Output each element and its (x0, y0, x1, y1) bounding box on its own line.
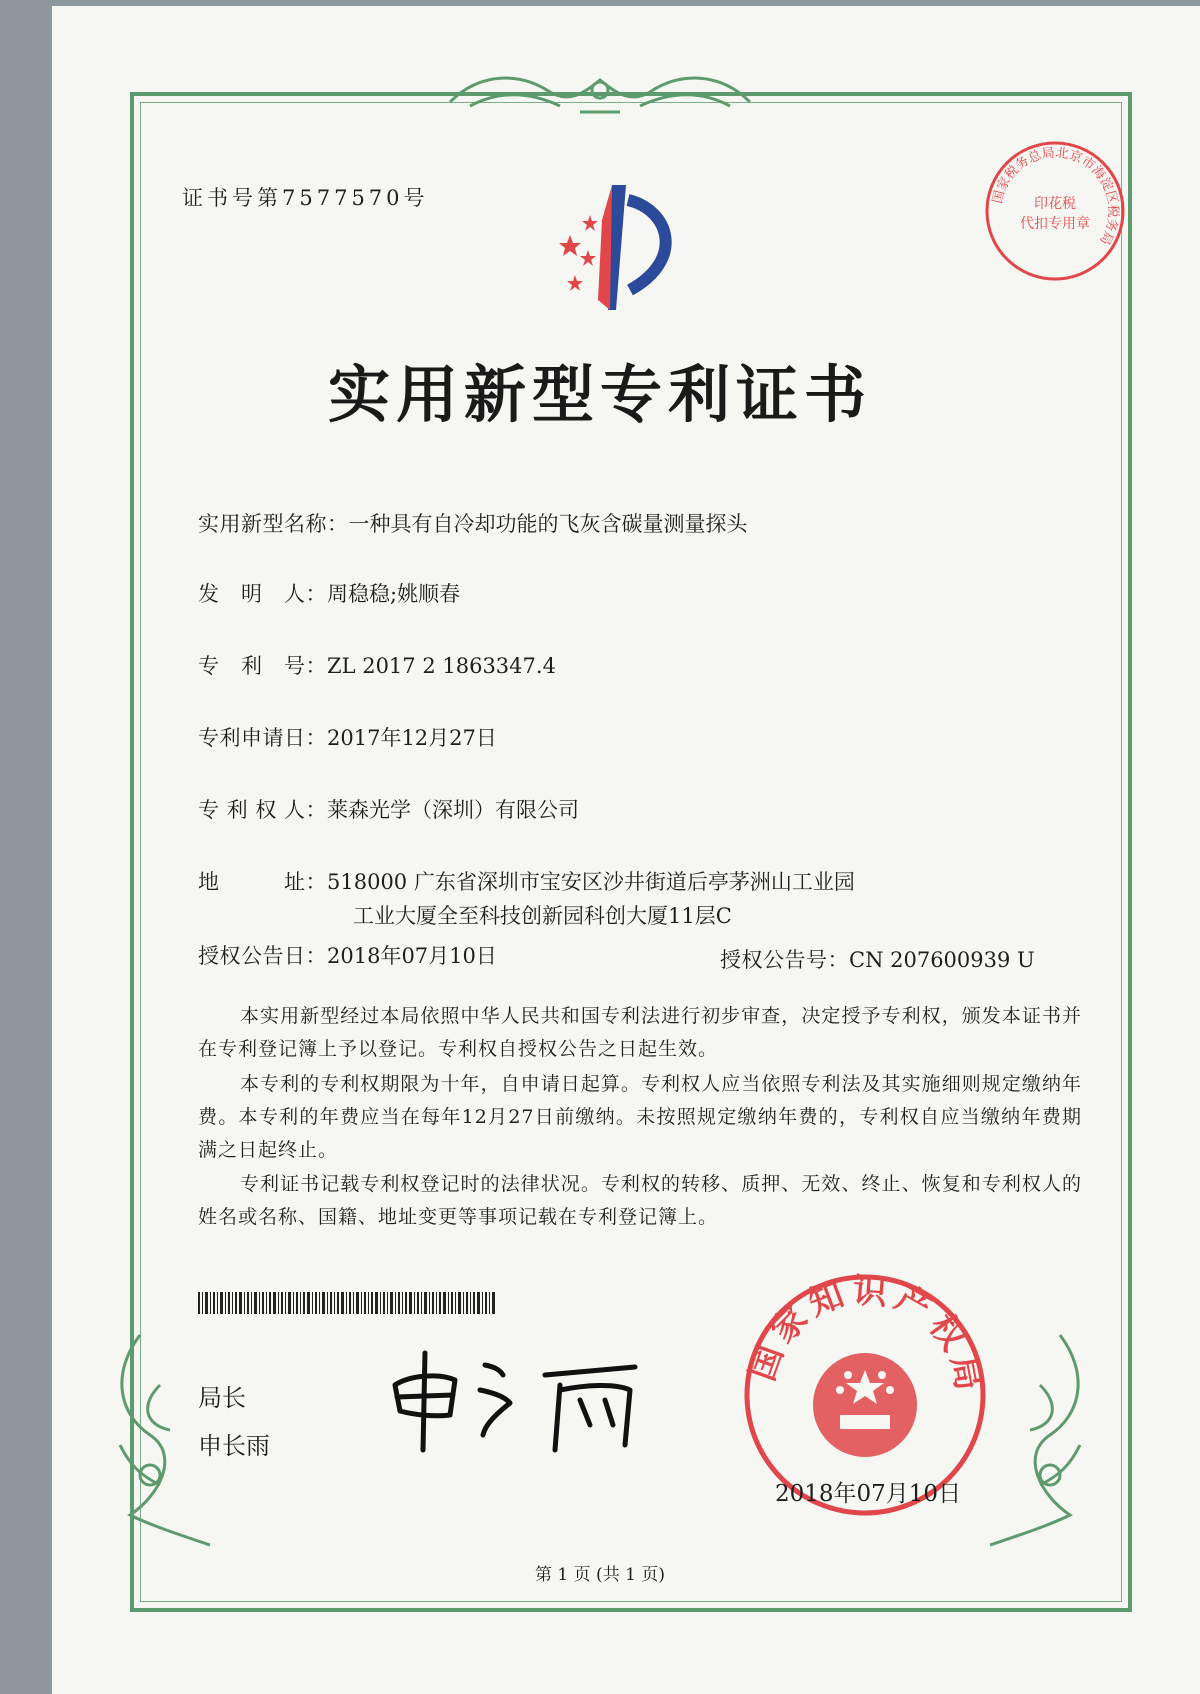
certificate-title: 实用新型专利证书 (327, 358, 872, 431)
field-patent-number (198, 650, 556, 680)
field-value: 莱森光学（深圳）有限公司 (327, 798, 580, 822)
field-value: ZL 2017 2 1863347.4 (327, 654, 556, 678)
body-paragraph-2: 本专利的专利权期限为十年，自申请日起算。专利权人应当依照专利法及其实施细则规定缴纳年费。本专利的年费应当在每年12月27日前缴纳。未按照规定缴纳年费的，专利权自应当缴纳年费期满之日起终止。 (198, 1073, 1082, 1161)
barcode-icon (198, 1292, 498, 1314)
field-label: 专利申请日： (198, 726, 327, 750)
tax-seal-icon (980, 136, 1130, 286)
cnipa-logo-icon (550, 180, 700, 315)
tax-seal-ring-text: 国家税务总局北京市海淀区税务局 (990, 145, 1121, 247)
office-seal-ring-text: 国家知识产权局 (742, 1270, 990, 1400)
field-value: 周稳稳;姚顺春 (327, 582, 461, 606)
field-label: 授权公告号： (720, 948, 849, 972)
field-utility-model-name (198, 508, 748, 538)
field-label: 发 明 人： (198, 582, 327, 606)
field-address-line2: 工业大厦全至科技创新园科创大厦11层C (353, 904, 732, 928)
certificate-number: 证书号第7577570号 (182, 186, 429, 210)
handwritten-signature-icon (385, 1345, 645, 1455)
field-label: 专 利 权 人： (198, 798, 328, 822)
field-grant-date (198, 940, 497, 970)
tax-seal-center-text-2: 代扣专用章 (1020, 216, 1090, 232)
field-label: 授权公告日： (198, 944, 327, 968)
field-value: 一种具有自冷却功能的飞灰含碳量测量探头 (348, 512, 748, 536)
field-value: 518000 广东省深圳市宝安区沙井街道后亭茅洲山工业园 (327, 870, 855, 894)
field-filing-date (198, 722, 497, 752)
field-label: 专 利 号： (198, 654, 327, 678)
field-grant-number (720, 944, 1035, 974)
director-title: 局长 (198, 1384, 246, 1412)
top-ornament-icon (440, 62, 760, 122)
office-seal-date: 2018年07月10日 (775, 1481, 962, 1507)
field-value: CN 207600939 U (849, 948, 1035, 972)
field-address (198, 866, 855, 896)
field-value: 2017年12月27日 (327, 726, 497, 750)
page-number: 第 1 页 (共 1 页) (535, 1565, 665, 1585)
field-patentee (198, 794, 579, 824)
field-label: 地 址： (198, 870, 327, 894)
field-inventor (198, 578, 460, 608)
body-paragraph-1: 本实用新型经过本局依照中华人民共和国专利法进行初步审查，决定授予专利权，颁发本证书并在专利登记簿上予以登记。专利权自授权公告之日起生效。 (198, 1005, 1082, 1060)
field-value: 2018年07月10日 (327, 944, 497, 968)
tax-seal-center-text-1: 印花税 (1034, 196, 1076, 212)
field-label: 实用新型名称： (198, 512, 349, 536)
director-name: 申长雨 (198, 1432, 270, 1460)
body-paragraph-3: 专利证书记载专利权登记时的法律状况。专利权的转移、质押、无效、终止、恢复和专利权人的姓名或名称、国籍、地址变更等事项记载在专利登记簿上。 (198, 1173, 1082, 1228)
